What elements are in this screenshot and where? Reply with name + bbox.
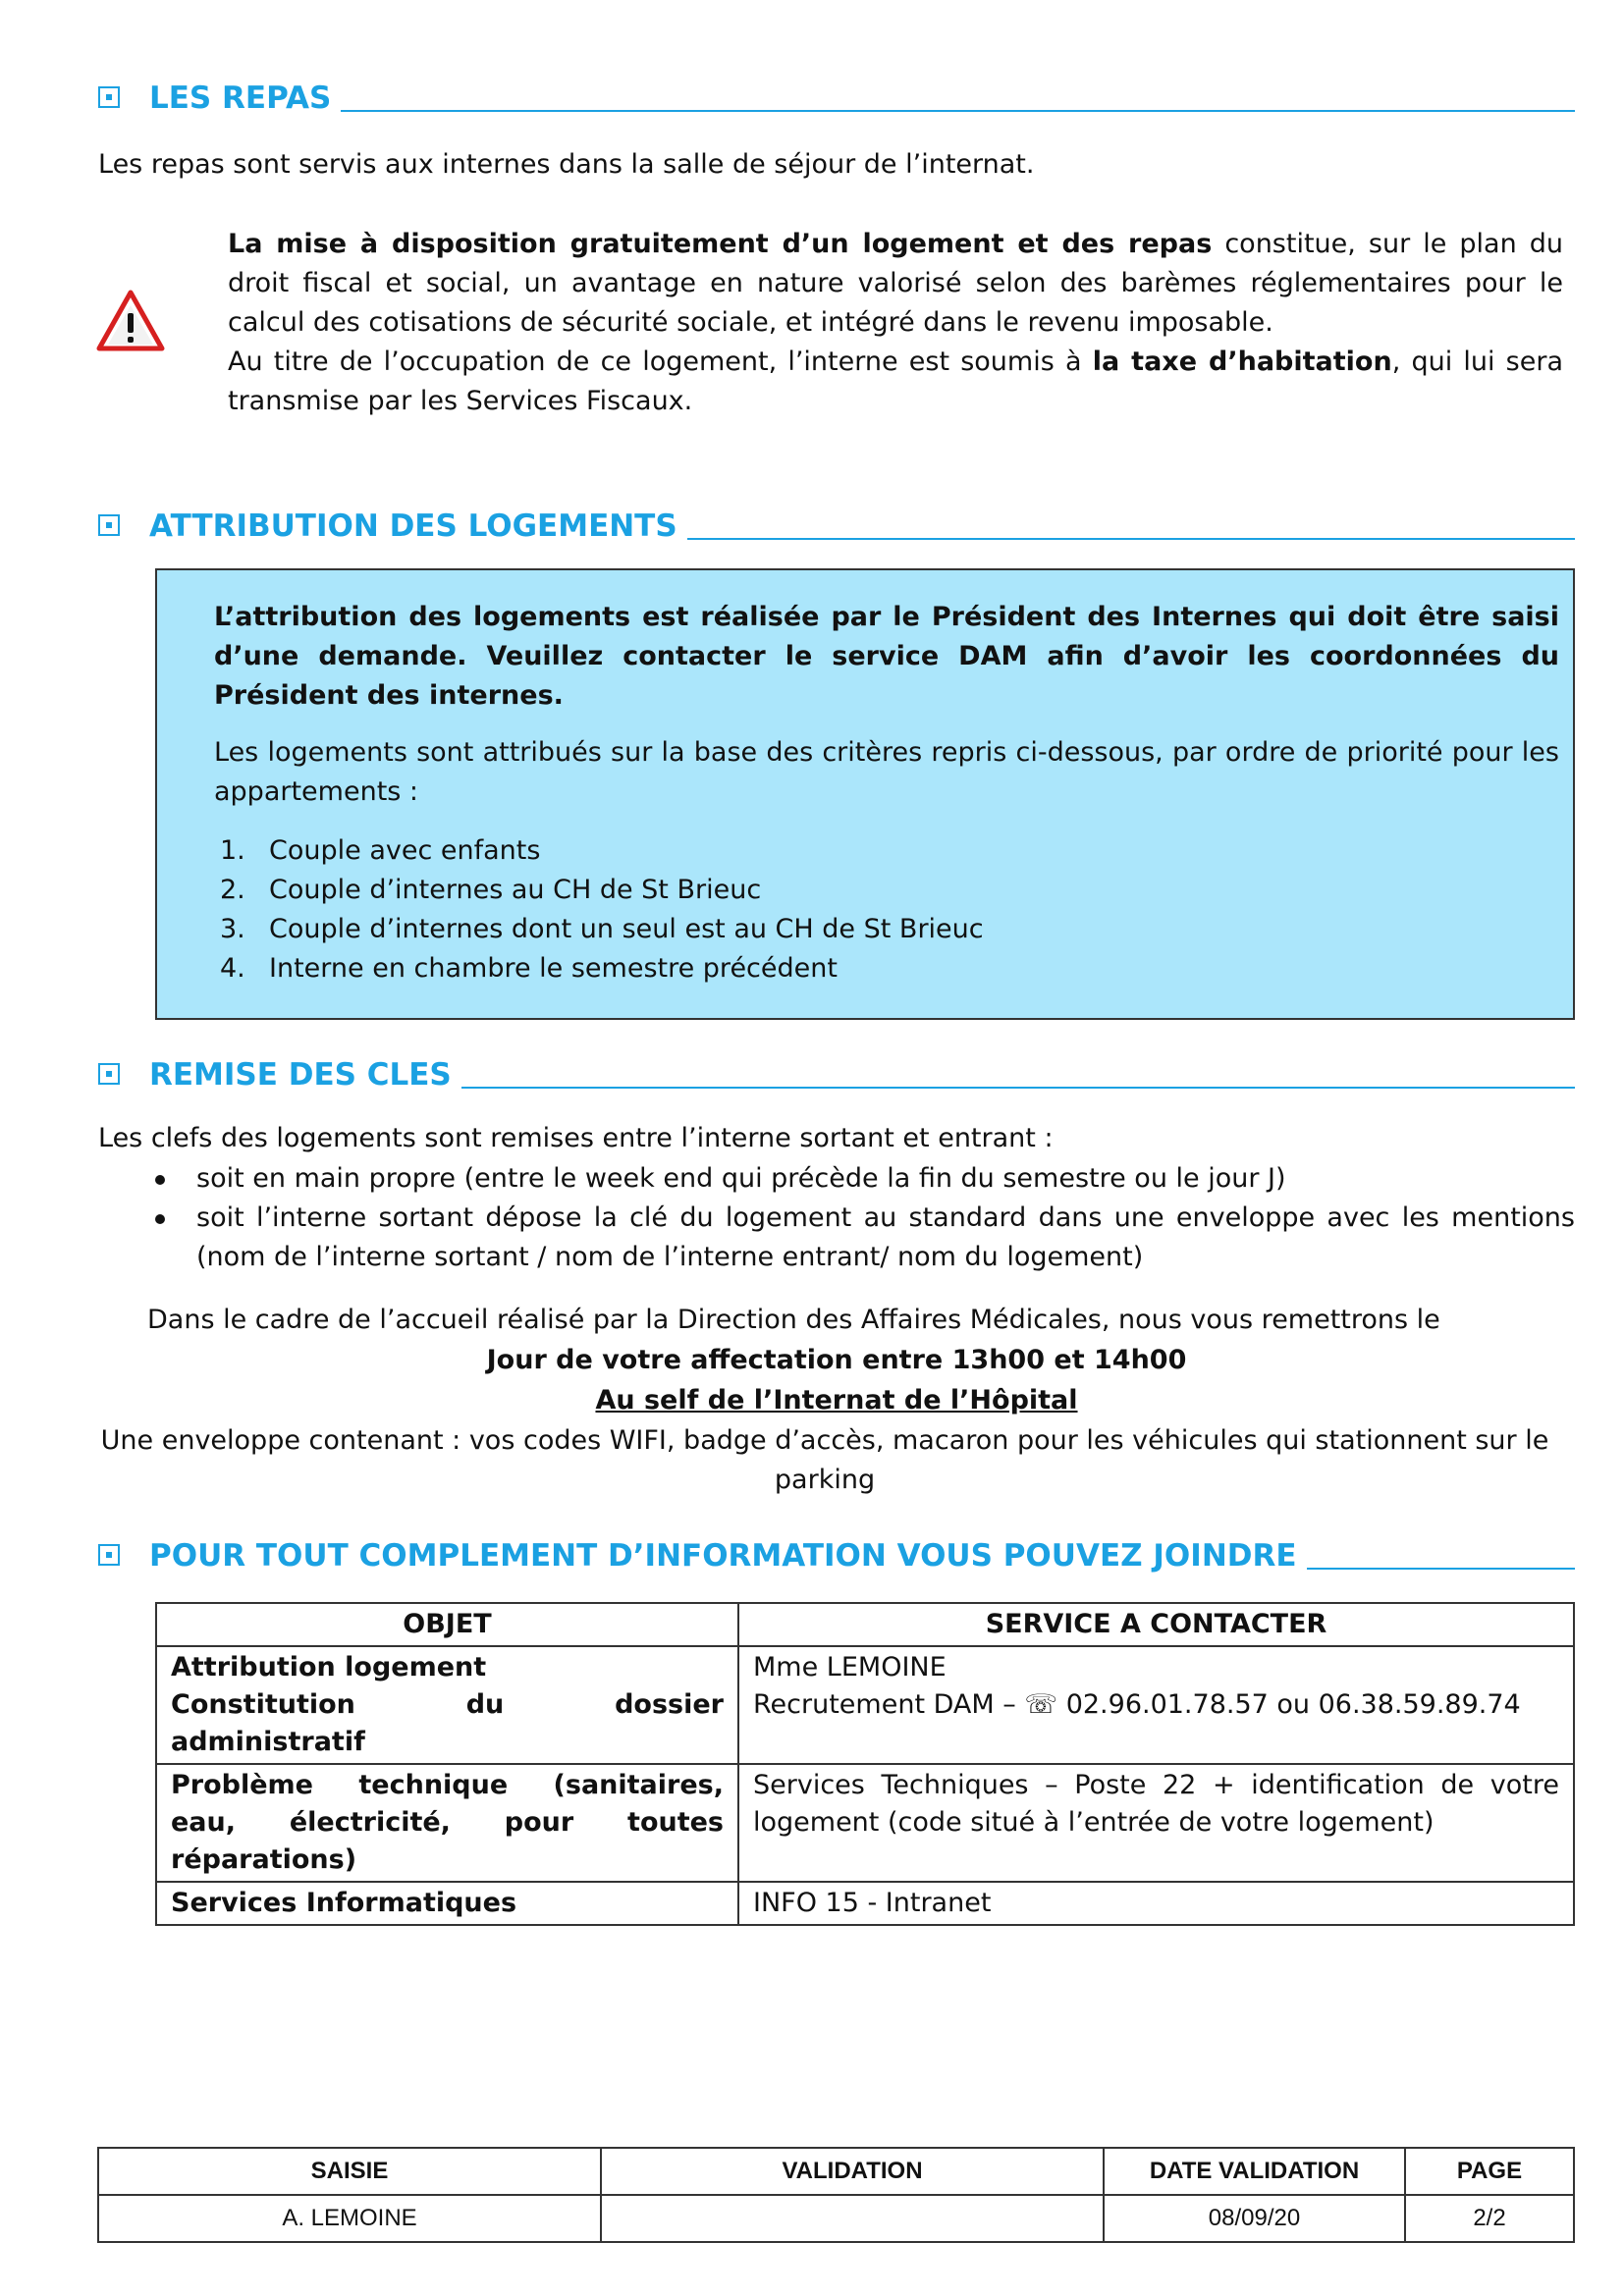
criteria-item: 2. Couple d’internes au CH de St Brieuc	[220, 875, 762, 905]
objet-cell: Problème technique (sanitaires, eau, électricité, pour toutes réparations)	[156, 1764, 738, 1882]
section-bullet-icon	[98, 86, 120, 108]
section-title: ATTRIBUTION DES LOGEMENTS	[149, 508, 677, 544]
footer-validation-value	[601, 2195, 1104, 2242]
column-header-objet: OBJET	[156, 1603, 738, 1646]
service-cell: INFO 15 - Intranet	[738, 1882, 1574, 1925]
footer-page-value: 2/2	[1405, 2195, 1574, 2242]
table-row	[156, 1882, 1574, 1925]
cles-bullet-list	[98, 1159, 1575, 1277]
footer-date-value: 08/09/20	[1104, 2195, 1405, 2242]
warning-text-2b: , qui lui sera transmise par les Services Fiscaux.	[228, 347, 1563, 416]
warning-triangle-icon	[96, 290, 165, 352]
attribution-paragraph: Les logements sont attribués sur la base des critères repris ci-dessous, par ordre de priorité pour les appartements :	[214, 737, 1559, 807]
warning-bold-2: la taxe d’habitation	[1092, 347, 1392, 377]
list-bullet-icon	[155, 1214, 165, 1224]
attribution-box	[155, 568, 1575, 1020]
warning-paragraph-1	[228, 225, 1563, 343]
telephone-line: Recrutement DAM – ☏ 02.96.01.78.57 ou 06.38.59.89.74	[753, 1689, 1521, 1720]
section-bullet-icon	[98, 1544, 120, 1566]
footer-value-row	[98, 2195, 1574, 2242]
section-bullet-icon	[98, 1063, 120, 1085]
section-header-attribution	[98, 507, 1575, 546]
footer-table	[97, 2147, 1575, 2243]
section-header-repas	[98, 79, 1575, 118]
section-title: LES REPAS	[149, 80, 332, 116]
footer-header-date: DATE VALIDATION	[1104, 2148, 1405, 2195]
service-cell: Mme LEMOINE Recrutement DAM – ☏ 02.96.01.78.57 ou 06.38.59.89.74	[738, 1646, 1574, 1764]
table-row	[156, 1646, 1574, 1764]
table-row	[156, 1764, 1574, 1882]
objet-cell: Attribution logement Constitution du dossier administratif	[156, 1646, 738, 1764]
section-rule	[1307, 1567, 1575, 1570]
footer-header-validation: VALIDATION	[601, 2148, 1104, 2195]
repas-intro: Les repas sont servis aux internes dans la salle de séjour de l’internat.	[98, 149, 1035, 180]
footer-header-page: PAGE	[1405, 2148, 1574, 2195]
section-rule	[687, 537, 1575, 540]
criteria-list	[214, 831, 1559, 988]
repas-warning-text	[228, 225, 1563, 421]
list-item: soit en main propre (entre le week end qui précède la fin du semestre ou le jour J)	[98, 1159, 1575, 1199]
footer-header-saisie: SAISIE	[98, 2148, 601, 2195]
section-title: REMISE DES CLES	[149, 1057, 452, 1093]
footer-header-row	[98, 2148, 1574, 2195]
warning-text-1: constitue, sur le plan du droit fiscal et social, un avantage en nature valorisé selon des barèmes réglementaires pour le calcul des cotisations de sécurité sociale, et intégré dans le revenu imposable.	[228, 229, 1563, 338]
accueil-envelope: Une enveloppe contenant : vos codes WIFI, badge d’accès, macaron pour les véhicules qui stationnent sur le parking	[100, 1425, 1549, 1495]
section-header-complement	[98, 1536, 1575, 1575]
service-cell: Services Techniques – Poste 22 + identification de votre logement (code situé à l’entrée de votre logement)	[738, 1764, 1574, 1882]
objet-cell: Services Informatiques	[156, 1882, 738, 1925]
criteria-item: 4. Interne en chambre le semestre précédent	[220, 953, 838, 984]
attribution-bold-paragraph: L’attribution des logements est réalisée par le Président des Internes qui doit être saisi d’une demande. Veuillez contacter le service DAM afin d’avoir les coordonnées du Président des internes.	[214, 602, 1559, 711]
section-title: POUR TOUT COMPLEMENT D’INFORMATION VOUS POUVEZ JOINDRE	[149, 1538, 1297, 1574]
cles-intro: Les clefs des logements sont remises entre l’interne sortant et entrant :	[98, 1123, 1054, 1153]
column-header-service: SERVICE A CONTACTER	[738, 1603, 1574, 1646]
warning-bold-1: La mise à disposition gratuitement d’un logement et des repas	[228, 229, 1213, 259]
criteria-item: 1. Couple avec enfants	[220, 835, 541, 866]
criteria-item: 3. Couple d’internes dont un seul est au CH de St Brieuc	[220, 914, 984, 944]
section-rule	[341, 109, 1575, 112]
section-bullet-icon	[98, 514, 120, 536]
footer-saisie-value: A. LEMOINE	[98, 2195, 601, 2242]
warning-paragraph-2	[228, 343, 1563, 421]
section-rule	[461, 1086, 1575, 1089]
table-header-row	[156, 1603, 1574, 1646]
accueil-day: Jour de votre affectation entre 13h00 et 14h00	[486, 1345, 1187, 1375]
list-bullet-icon	[155, 1175, 165, 1185]
list-item: soit l’interne sortant dépose la clé du logement au standard dans une enveloppe avec les mentions (nom de l’interne sortant / nom de l’interne entrant/ nom du logement)	[98, 1199, 1575, 1277]
accueil-line: Dans le cadre de l’accueil réalisé par la Direction des Affaires Médicales, nous vous remettrons le	[147, 1305, 1440, 1335]
contact-table	[155, 1602, 1575, 1926]
accueil-location: Au self de l’Internat de l’Hôpital	[595, 1385, 1078, 1415]
warning-text-2a: Au titre de l’occupation de ce logement, l’interne est soumis à	[228, 347, 1093, 377]
section-header-cles	[98, 1055, 1575, 1095]
